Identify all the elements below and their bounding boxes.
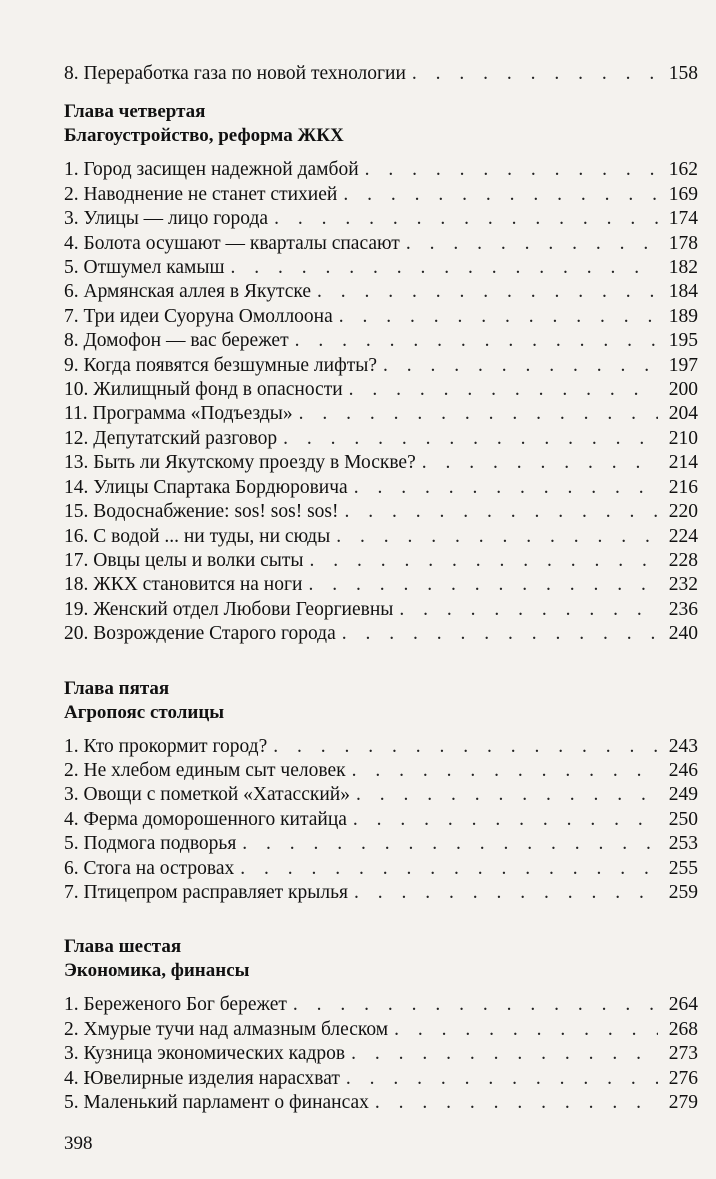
dot-leader — [240, 857, 658, 881]
toc-entry — [64, 500, 698, 524]
entry-page: 249 — [668, 784, 698, 806]
entry-title: 1. Город засищен надежной дамбой — [64, 159, 359, 181]
toc-entry — [64, 832, 698, 856]
entry-title: 3. Овощи с пометкой «Хатасский» — [64, 784, 350, 806]
dot-leader — [242, 832, 658, 856]
dot-leader — [342, 622, 658, 646]
entry-title: 2. Хмурые тучи над алмазным блеском — [64, 1018, 389, 1040]
dot-leader — [375, 1091, 658, 1115]
entry-page: 264 — [668, 994, 698, 1016]
toc-entry — [64, 354, 698, 378]
dot-leader — [283, 427, 658, 451]
entry-page: 220 — [668, 501, 698, 523]
entry-title: 3. Кузница экономических кадров — [64, 1043, 346, 1065]
entry-page: 250 — [668, 808, 698, 830]
toc-entry — [64, 735, 698, 759]
chapter-6-entries — [64, 993, 698, 1115]
toc-entry — [64, 256, 698, 280]
toc-entry — [64, 1091, 698, 1115]
entry-page: 276 — [668, 1067, 698, 1089]
entry-title: 4. Болота осушают — кварталы спасают — [64, 232, 400, 254]
entry-title: 19. Женский отдел Любови Георгиевны — [64, 598, 394, 620]
entry-page: 189 — [668, 305, 698, 327]
dot-leader — [383, 354, 658, 378]
entry-page: 268 — [668, 1018, 698, 1040]
entry-page: 259 — [668, 881, 698, 903]
dot-leader — [394, 1018, 658, 1042]
chapter-5-entries — [64, 735, 698, 906]
dot-leader — [317, 280, 658, 304]
toc-entry — [64, 525, 698, 549]
entry-title: 6. Армянская аллея в Якутске — [64, 281, 311, 303]
toc-entry — [64, 598, 698, 622]
entry-title: 12. Депутатский разговор — [64, 427, 278, 449]
entry-page: 195 — [668, 330, 698, 352]
dot-leader — [356, 783, 658, 807]
toc-entry — [64, 378, 698, 402]
entry-title: 13. Быть ли Якутскому проезду в Москве? — [64, 452, 416, 474]
toc-entry — [64, 280, 698, 304]
toc-entry — [64, 305, 698, 329]
entry-title: 4. Ювелирные изделия нарасхват — [64, 1067, 340, 1089]
toc-entry — [64, 183, 698, 207]
entry-title: 7. Птицепром расправляет крылья — [64, 881, 348, 903]
toc-entry — [64, 549, 698, 573]
dot-leader — [422, 451, 658, 475]
entry-page: 228 — [668, 549, 698, 571]
toc-entry — [64, 622, 698, 646]
entry-title: 2. Наводнение не станет стихией — [64, 183, 338, 205]
entry-title: 11. Программа «Подъезды» — [64, 403, 293, 425]
dot-leader — [339, 305, 658, 329]
dot-leader — [354, 881, 658, 905]
dot-leader — [351, 1042, 658, 1066]
toc-entry — [64, 232, 698, 256]
dot-leader — [343, 183, 658, 207]
chapter-title: Благоустройство, реформа ЖКХ — [64, 125, 344, 147]
entry-title: 18. ЖКХ становится на ноги — [64, 574, 303, 596]
entry-title: 6. Стога на островах — [64, 857, 235, 879]
toc-entry — [64, 158, 698, 182]
dot-leader — [308, 573, 658, 597]
toc-entry — [64, 207, 698, 231]
entry-title: 7. Три идеи Суоруна Омоллоона — [64, 305, 333, 327]
entry-title: 5. Подмога подворья — [64, 833, 237, 855]
dot-leader — [336, 525, 658, 549]
toc-entry — [64, 1018, 698, 1042]
toc-entry — [64, 993, 698, 1017]
entry-page: 243 — [668, 735, 698, 757]
chapter-heading-4 — [64, 100, 698, 148]
dot-leader — [349, 378, 658, 402]
toc-entry — [64, 573, 698, 597]
dot-leader — [412, 62, 658, 86]
entry-title: 4. Ферма доморошенного китайца — [64, 808, 347, 830]
entry-title: 10. Жилищный фонд в опасности — [64, 379, 343, 401]
entry-page: 182 — [668, 257, 698, 279]
toc-entry — [64, 451, 698, 475]
entry-page: 246 — [668, 759, 698, 781]
entry-page: 273 — [668, 1043, 698, 1065]
entry-title: 8. Домофон — вас бережет — [64, 330, 289, 352]
entry-page: 255 — [668, 857, 698, 879]
entry-page: 279 — [668, 1092, 698, 1113]
toc-entry-top — [64, 62, 698, 86]
entry-title: 8. Переработка газа по новой технологии — [64, 63, 406, 84]
entry-title: 5. Отшумел камыш — [64, 257, 225, 279]
dot-leader — [352, 759, 658, 783]
toc-entry — [64, 476, 698, 500]
dot-leader — [274, 207, 658, 231]
dot-leader — [354, 476, 658, 500]
entry-page: 178 — [668, 232, 698, 254]
entry-title: 20. Возрождение Старого города — [64, 623, 336, 645]
toc-entry — [64, 857, 698, 881]
dot-leader — [293, 993, 658, 1017]
entry-title: 1. Береженого Бог бережет — [64, 994, 287, 1016]
entry-page: 236 — [668, 598, 698, 620]
dot-leader — [310, 549, 658, 573]
entry-page: 158 — [668, 63, 698, 84]
toc-entry — [64, 759, 698, 783]
entry-page: 204 — [668, 403, 698, 425]
chapter-number: Глава шестая — [64, 936, 182, 958]
toc-entry — [64, 783, 698, 807]
toc-entry — [64, 329, 698, 353]
chapter-number: Глава четвертая — [64, 101, 206, 123]
entry-title: 5. Маленький парламент о финансах — [64, 1092, 369, 1113]
entry-page: 197 — [668, 354, 698, 376]
entry-page: 214 — [668, 452, 698, 474]
dot-leader — [273, 735, 658, 759]
entry-page: 210 — [668, 427, 698, 449]
entry-page: 174 — [668, 208, 698, 230]
entry-page: 216 — [668, 476, 698, 498]
entry-page: 224 — [668, 525, 698, 547]
entry-page: 184 — [668, 281, 698, 303]
entry-page: 253 — [668, 833, 698, 855]
toc-entry — [64, 808, 698, 832]
chapter-title: Агропояс столицы — [64, 701, 225, 723]
toc-entry — [64, 427, 698, 451]
entry-page: 200 — [668, 379, 698, 401]
chapter-heading-5 — [64, 677, 698, 725]
entry-page: 162 — [668, 159, 698, 181]
entry-page: 240 — [668, 623, 698, 645]
dot-leader — [231, 256, 658, 280]
entry-page: 169 — [668, 183, 698, 205]
dot-leader — [406, 232, 658, 256]
toc-entry — [64, 1067, 698, 1091]
toc-entry — [64, 1042, 698, 1066]
dot-leader — [399, 598, 658, 622]
dot-leader — [346, 1067, 658, 1091]
dot-leader — [345, 500, 659, 524]
dot-leader — [353, 808, 658, 832]
chapter-heading-6 — [64, 935, 698, 983]
entry-title: 14. Улицы Спартака Бордюровича — [64, 476, 348, 498]
dot-leader — [299, 402, 658, 426]
entry-title: 15. Водоснабжение: sos! sos! sos! — [64, 501, 339, 523]
entry-title: 9. Когда появятся безшумные лифты? — [64, 354, 377, 376]
dot-leader — [365, 158, 658, 182]
dot-leader — [295, 329, 658, 353]
entry-title: 16. С водой ... ни туды, ни сюды — [64, 525, 331, 547]
chapter-title: Экономика, финансы — [64, 960, 250, 982]
chapter-4-entries — [64, 158, 698, 646]
entry-title: 2. Не хлебом единым сыт человек — [64, 759, 346, 781]
entry-title: 1. Кто прокормит город? — [64, 735, 268, 757]
chapter-number: Глава пятая — [64, 677, 170, 699]
entry-page: 232 — [668, 574, 698, 596]
toc-entry — [64, 881, 698, 905]
toc-entry — [64, 402, 698, 426]
page-number: 398 — [64, 1133, 93, 1154]
entry-title: 17. Овцы целы и волки сыты — [64, 549, 304, 571]
entry-title: 3. Улицы — лицо города — [64, 208, 269, 230]
